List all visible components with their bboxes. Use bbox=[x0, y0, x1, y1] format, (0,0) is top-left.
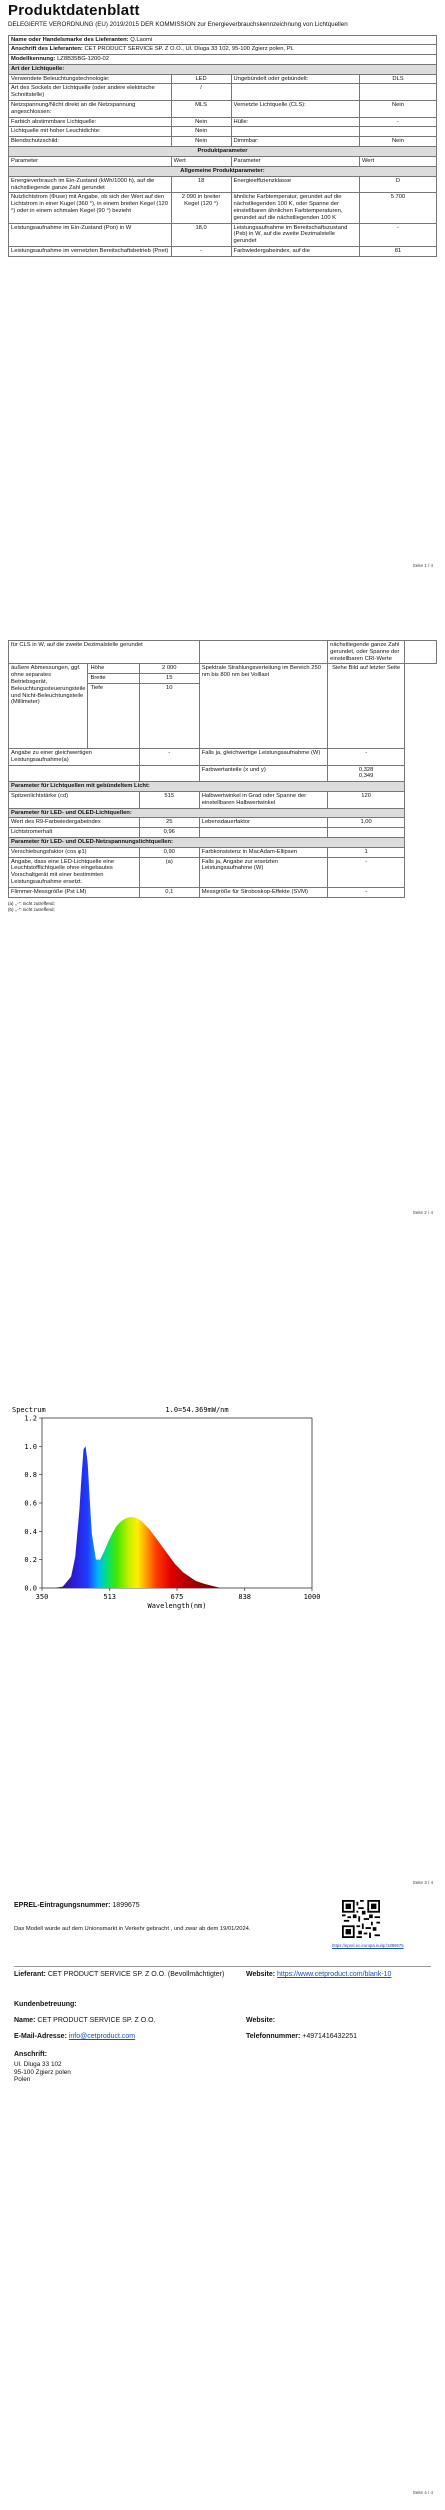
spectral-label: Spektrale Strahlungsverteilung im Bereich 250 nm bis 800 nm bei Volllast bbox=[199, 664, 327, 749]
dim-height-value: 2 000 bbox=[139, 664, 199, 674]
email-link[interactable]: info@cetproduct.com bbox=[68, 2033, 136, 2040]
brand-value: Q.Laomi bbox=[130, 36, 153, 43]
table-cell bbox=[9, 765, 140, 782]
col-parameter-2: Parameter bbox=[231, 157, 359, 167]
table-cell: D bbox=[359, 176, 436, 193]
table-cell: 0,90 bbox=[139, 847, 199, 857]
col-value: Wert bbox=[171, 157, 231, 167]
table-cell: Energieeffizienzklasse bbox=[231, 176, 359, 193]
table-cell: 1,00 bbox=[328, 818, 405, 828]
name-label: Name: bbox=[14, 2017, 36, 2024]
table-cell: LED bbox=[171, 74, 231, 84]
qr-link[interactable]: https://eprel.ec.europa.eu/qr/1899675 bbox=[332, 1943, 404, 1948]
table-cell: Flimmer-Messgröße (Pst LM) bbox=[9, 887, 140, 897]
table-row bbox=[9, 791, 437, 808]
table-cell: Farbwertanteile (x und y) bbox=[199, 765, 327, 782]
table-cell: Halbwertwinkel in Grad oder Spanne der einstellbaren Halbwertwinkel bbox=[199, 791, 327, 808]
table-cell: Wert des R9-Farbwiedergabeindex bbox=[9, 818, 140, 828]
x-tick-label: 350 bbox=[35, 1593, 49, 1601]
phone-value: +4971416432251 bbox=[302, 2033, 357, 2040]
col-parameter: Parameter bbox=[9, 157, 172, 167]
eprel-label: EPREL-Eintragungsnummer: bbox=[14, 1902, 111, 1909]
params-table bbox=[8, 146, 437, 256]
table-row bbox=[9, 176, 437, 193]
params-table-continued bbox=[8, 640, 437, 898]
table-row bbox=[9, 127, 437, 137]
dimensions-label: äußere Abmessungen, ggf. ohne separates Betriebsgerät, Beleuchtungssteuerungsteile und Nicht-Beleuchtungsteile (Millimeter) bbox=[9, 664, 88, 749]
y-tick-label: 0.6 bbox=[24, 1499, 37, 1508]
mains-rows bbox=[9, 847, 437, 897]
spectral-value: Siehe Bild auf letzter Seite bbox=[328, 664, 405, 749]
table-cell: Leistungsaufnahme im vernetzten Bereitschaftsbetrieb (Pnet) bbox=[9, 247, 172, 257]
x-tick-label: 1000 bbox=[303, 1593, 321, 1601]
y-tick-label: 1.0 bbox=[24, 1442, 37, 1451]
spectrum-chart bbox=[8, 1400, 328, 1618]
x-axis-label: Wavelength(nm) bbox=[147, 1602, 207, 1610]
table-cell: Nein bbox=[359, 137, 436, 147]
table-cell: 2 090 in breiter Kegel (120 °) bbox=[171, 193, 231, 223]
table-cell: Spitzenlichtstärke (cd) bbox=[9, 791, 140, 808]
general-rows bbox=[9, 176, 437, 256]
table-cell bbox=[199, 641, 327, 664]
table-cell: Farbwiedergabeindex, auf die bbox=[231, 247, 359, 257]
dim-width-value: 15 bbox=[139, 674, 199, 684]
phone-label: Telefonnummer: bbox=[246, 2033, 301, 2040]
table-cell: Angabe, dass eine LED-Lichtquelle eine Leuchtstofflichtquelle ohne eingebautes Vorschaltgerät mit einer bestimmten Leistungsaufnahme ersetzt. bbox=[9, 857, 140, 887]
equivalent-rows bbox=[9, 748, 437, 781]
table-cell: 1 bbox=[328, 847, 405, 857]
x-tick-label: 838 bbox=[238, 1593, 252, 1601]
table-cell: Dimmbar: bbox=[231, 137, 359, 147]
y-tick-label: 0.4 bbox=[24, 1527, 37, 1536]
table-cell bbox=[231, 127, 359, 137]
table-cell: Falls ja, Angabe zur ersetzten Leistungsaufnahme (W) bbox=[199, 857, 327, 887]
page-title: Produktdatenblatt bbox=[8, 2, 140, 19]
table-cell: Vernetzte Lichtquelle (CLS): bbox=[231, 101, 359, 118]
supplier-section bbox=[14, 1971, 431, 2101]
table-row bbox=[9, 857, 437, 887]
table-cell: Ungebündelt oder gebündelt: bbox=[231, 74, 359, 84]
table-cell: (a) bbox=[139, 857, 199, 887]
table-cell: Energieverbrauch im Ein-Zustand (kWh/1000 h), auf die nächstliegende ganze Zahl gerundet bbox=[9, 176, 172, 193]
oled-header: Parameter für LED- und OLED-Lichtquellen: bbox=[9, 808, 405, 818]
page-number: Seite 2 / 4 bbox=[412, 1210, 433, 1215]
dim-width-label: Breite bbox=[88, 674, 139, 684]
website2-label: Website: bbox=[246, 2017, 276, 2024]
market-text: Das Modell wurde auf dem Unionsmarkt in Verkehr gebracht , und zwar ab dem 19/01/2024. bbox=[14, 1926, 251, 1932]
table-row bbox=[9, 641, 437, 664]
table-cell: 515 bbox=[139, 791, 199, 808]
spectrum-area bbox=[54, 1446, 220, 1588]
table-cell: DLS bbox=[359, 74, 436, 84]
table-cell: - bbox=[171, 247, 231, 257]
table-cell: Angabe zu einer gleichwertigen Leistungsaufnahme(a) bbox=[9, 748, 140, 765]
table-cell: 25 bbox=[139, 818, 199, 828]
table-cell: 0,328 0,349 bbox=[328, 765, 405, 782]
table-cell bbox=[359, 127, 436, 137]
y-tick-label: 0.0 bbox=[24, 1584, 37, 1593]
continued-rows bbox=[9, 641, 437, 664]
table-cell bbox=[405, 641, 437, 664]
table-row bbox=[9, 818, 437, 828]
table-cell: Messgröße für Stroboskop-Effekte (SVM) bbox=[199, 887, 327, 897]
page-1 bbox=[0, 0, 445, 568]
table-cell: für CLS in W, auf die zweite Dezimalstelle gerundet bbox=[9, 641, 200, 664]
directional-rows bbox=[9, 791, 437, 808]
qr-code-icon bbox=[342, 1900, 380, 1938]
table-row bbox=[9, 101, 437, 118]
address-label: Anschrift: bbox=[14, 2051, 48, 2058]
table-cell: - bbox=[139, 748, 199, 765]
table-row bbox=[9, 748, 437, 765]
table-cell: Blendschutzschild: bbox=[9, 137, 172, 147]
table-cell: 0,1 bbox=[139, 887, 199, 897]
table-row bbox=[9, 137, 437, 147]
table-cell: Nein bbox=[359, 101, 436, 118]
table-cell bbox=[359, 84, 436, 101]
table-cell: 0,96 bbox=[139, 828, 199, 838]
table-row bbox=[9, 74, 437, 84]
address-label: Anschrift des Lieferanten: bbox=[11, 46, 83, 53]
table-cell: - bbox=[328, 857, 405, 887]
table-row bbox=[9, 223, 437, 246]
name-value: CET PRODUCT SERVICE SP. Z O.O. bbox=[37, 2017, 156, 2024]
table-row bbox=[9, 828, 437, 838]
table-cell: Leistungsaufnahme im Ein-Zustand (Pon) in W bbox=[9, 223, 172, 246]
page-number: Seite 3 / 4 bbox=[412, 1880, 433, 1885]
col-value-2: Wert bbox=[359, 157, 436, 167]
page-number: Seite 4 / 4 bbox=[412, 2490, 433, 2495]
table-cell: Verschiebungsfaktor (cos φ1) bbox=[9, 847, 140, 857]
y-tick-label: 0.2 bbox=[24, 1556, 37, 1565]
table-cell: ähnliche Farbtemperatur, gerundet auf die nächstliegenden 100 K, oder Spanne der einstellbaren ähnlichen Farbtemperaturen, gerundet auf die nächstliegenden 100 K bbox=[231, 193, 359, 223]
table-cell: Leistungsaufnahme im Bereitschaftszustand (Psb) in W, auf die zweite Dezimalstelle gerundet bbox=[231, 223, 359, 246]
table-cell: 81 bbox=[359, 247, 436, 257]
table-cell: 5 700 bbox=[359, 193, 436, 223]
table-cell bbox=[139, 765, 199, 782]
directional-header: Parameter für Lichtquellen mit gebündeltem Licht: bbox=[9, 782, 405, 792]
customer-label: Kundenbetreuung: bbox=[14, 2001, 77, 2008]
table-cell: Lebensdauerfaktor bbox=[199, 818, 327, 828]
mains-header: Parameter für LED- und OLED-Netzspannungslichtquellen: bbox=[9, 837, 405, 847]
page-number: Seite 1 / 4 bbox=[412, 563, 433, 568]
footnote-b: (b) ,,-": nicht zutreffend; bbox=[8, 906, 55, 912]
table-row bbox=[9, 117, 437, 127]
table-cell: - bbox=[328, 887, 405, 897]
page-2 bbox=[0, 640, 445, 1215]
table-cell: Farbich abstimmbare Lichtquelle: bbox=[9, 117, 172, 127]
oled-rows bbox=[9, 818, 437, 838]
table-cell: 18,0 bbox=[171, 223, 231, 246]
address-line-1: Ul. Dluga 33 102 bbox=[14, 2061, 62, 2068]
y-tick-label: 0.8 bbox=[24, 1471, 37, 1480]
dim-height-label: Höhe bbox=[88, 664, 139, 674]
table-row bbox=[9, 193, 437, 223]
table-cell bbox=[199, 828, 327, 838]
table-cell: Lichtquelle mit hoher Leuchtdichte: bbox=[9, 127, 172, 137]
y-axis-label: Spectrum bbox=[12, 1406, 46, 1414]
address-line-2: 95-100 Zgierz polen bbox=[14, 2068, 71, 2076]
footnotes bbox=[8, 901, 437, 913]
table-cell: Verwendete Beleuchtungstechnologie: bbox=[9, 74, 172, 84]
general-header: Allgemeine Produktparameter: bbox=[9, 167, 437, 177]
table-cell: Falls ja, gleichwertige Leistungsaufnahme (W) bbox=[199, 748, 327, 765]
table-row bbox=[9, 847, 437, 857]
table-cell bbox=[328, 828, 405, 838]
type-rows bbox=[9, 74, 437, 146]
website-label: Website: bbox=[246, 1971, 276, 1978]
address-line-3: Polen bbox=[14, 2076, 31, 2084]
table-cell: 18 bbox=[171, 176, 231, 193]
eprel-box bbox=[14, 1900, 431, 1967]
table-cell: Hülle: bbox=[231, 117, 359, 127]
table-cell: MLS bbox=[171, 101, 231, 118]
model-value: LZ8B35BG-1200-02 bbox=[57, 56, 109, 63]
type-header: Art der Lichtquelle: bbox=[9, 64, 437, 74]
page-4 bbox=[0, 1900, 445, 2495]
table-cell: 120 bbox=[328, 791, 405, 808]
spectrum-svg bbox=[8, 1400, 328, 1618]
table-row bbox=[9, 887, 437, 897]
table-cell: Nein bbox=[171, 117, 231, 127]
table-cell: Nein bbox=[171, 137, 231, 147]
table-cell: Nein bbox=[171, 127, 231, 137]
table-cell: Art des Sockels der Lichtquelle (oder andere elektrische Schnittstelle) bbox=[9, 84, 172, 101]
table-cell: Lichtstromerhalt bbox=[9, 828, 140, 838]
table-cell: Netzspannung/Nicht direkt an die Netzspannung angeschlossen: bbox=[9, 101, 172, 118]
table-cell: Nutzlichtstrom (Φuse) mit Angabe, ob sich der Wert auf den Lichtstrom in einer Kugel (360 °), in einem breiten Kegel (120 °) oder in einem schmalen Kegel (90 °) bezieht bbox=[9, 193, 172, 223]
table-cell bbox=[231, 84, 359, 101]
dim-depth-value: 10 bbox=[139, 683, 199, 748]
params-header: Produktparameter bbox=[9, 147, 437, 157]
dim-depth-label: Tiefe bbox=[88, 683, 139, 748]
eprel-value: 1899675 bbox=[112, 1902, 140, 1909]
email-label: E-Mail-Adresse: bbox=[14, 2033, 67, 2040]
supplier-table bbox=[8, 35, 437, 148]
table-cell: - bbox=[328, 748, 405, 765]
table-row bbox=[9, 765, 437, 782]
y-tick-label: 1.2 bbox=[24, 1414, 37, 1423]
table-cell: Farbkonsistenz in MacAdam-Ellipsen bbox=[199, 847, 327, 857]
supplier-label: Lieferant: bbox=[14, 1971, 46, 1978]
table-cell: / bbox=[171, 84, 231, 101]
table-row bbox=[9, 247, 437, 257]
website-link[interactable]: https://www.cetproduct.com/blank-10 bbox=[277, 1971, 392, 1978]
address-value: CET PRODUCT SERVICE SP. Z O.O., Ul. Dluga 33 102, 95-100 Zgierz polen, PL bbox=[84, 46, 294, 53]
x-tick-label: 675 bbox=[170, 1593, 184, 1601]
table-cell: nächstliegende ganze Zahl gerundet, oder Spanne der einstellbaren CRI-Werte bbox=[328, 641, 405, 664]
table-cell: - bbox=[359, 117, 436, 127]
chart-title: 1.0=54.369mW/nm bbox=[165, 1406, 229, 1414]
brand-label: Name oder Handelsmarke des Lieferanten: bbox=[11, 36, 129, 43]
table-cell: - bbox=[359, 223, 436, 246]
table-row bbox=[9, 84, 437, 101]
model-label: Modellkennung: bbox=[11, 56, 56, 63]
supplier-value: CET PRODUCT SERVICE SP. Z O.O. (Bevollmächtigter) bbox=[47, 1971, 225, 1978]
address-lines bbox=[14, 2061, 71, 2084]
x-tick-label: 513 bbox=[103, 1593, 117, 1601]
regulation-subtitle: DELEGIERTE VERORDNUNG (EU) 2019/2015 DER KOMMISSION zur Energieverbrauchskennzeichnung von Lichtquellen bbox=[8, 21, 348, 28]
footnote-a: (a) ,,-": nicht zutreffend; bbox=[8, 900, 55, 906]
